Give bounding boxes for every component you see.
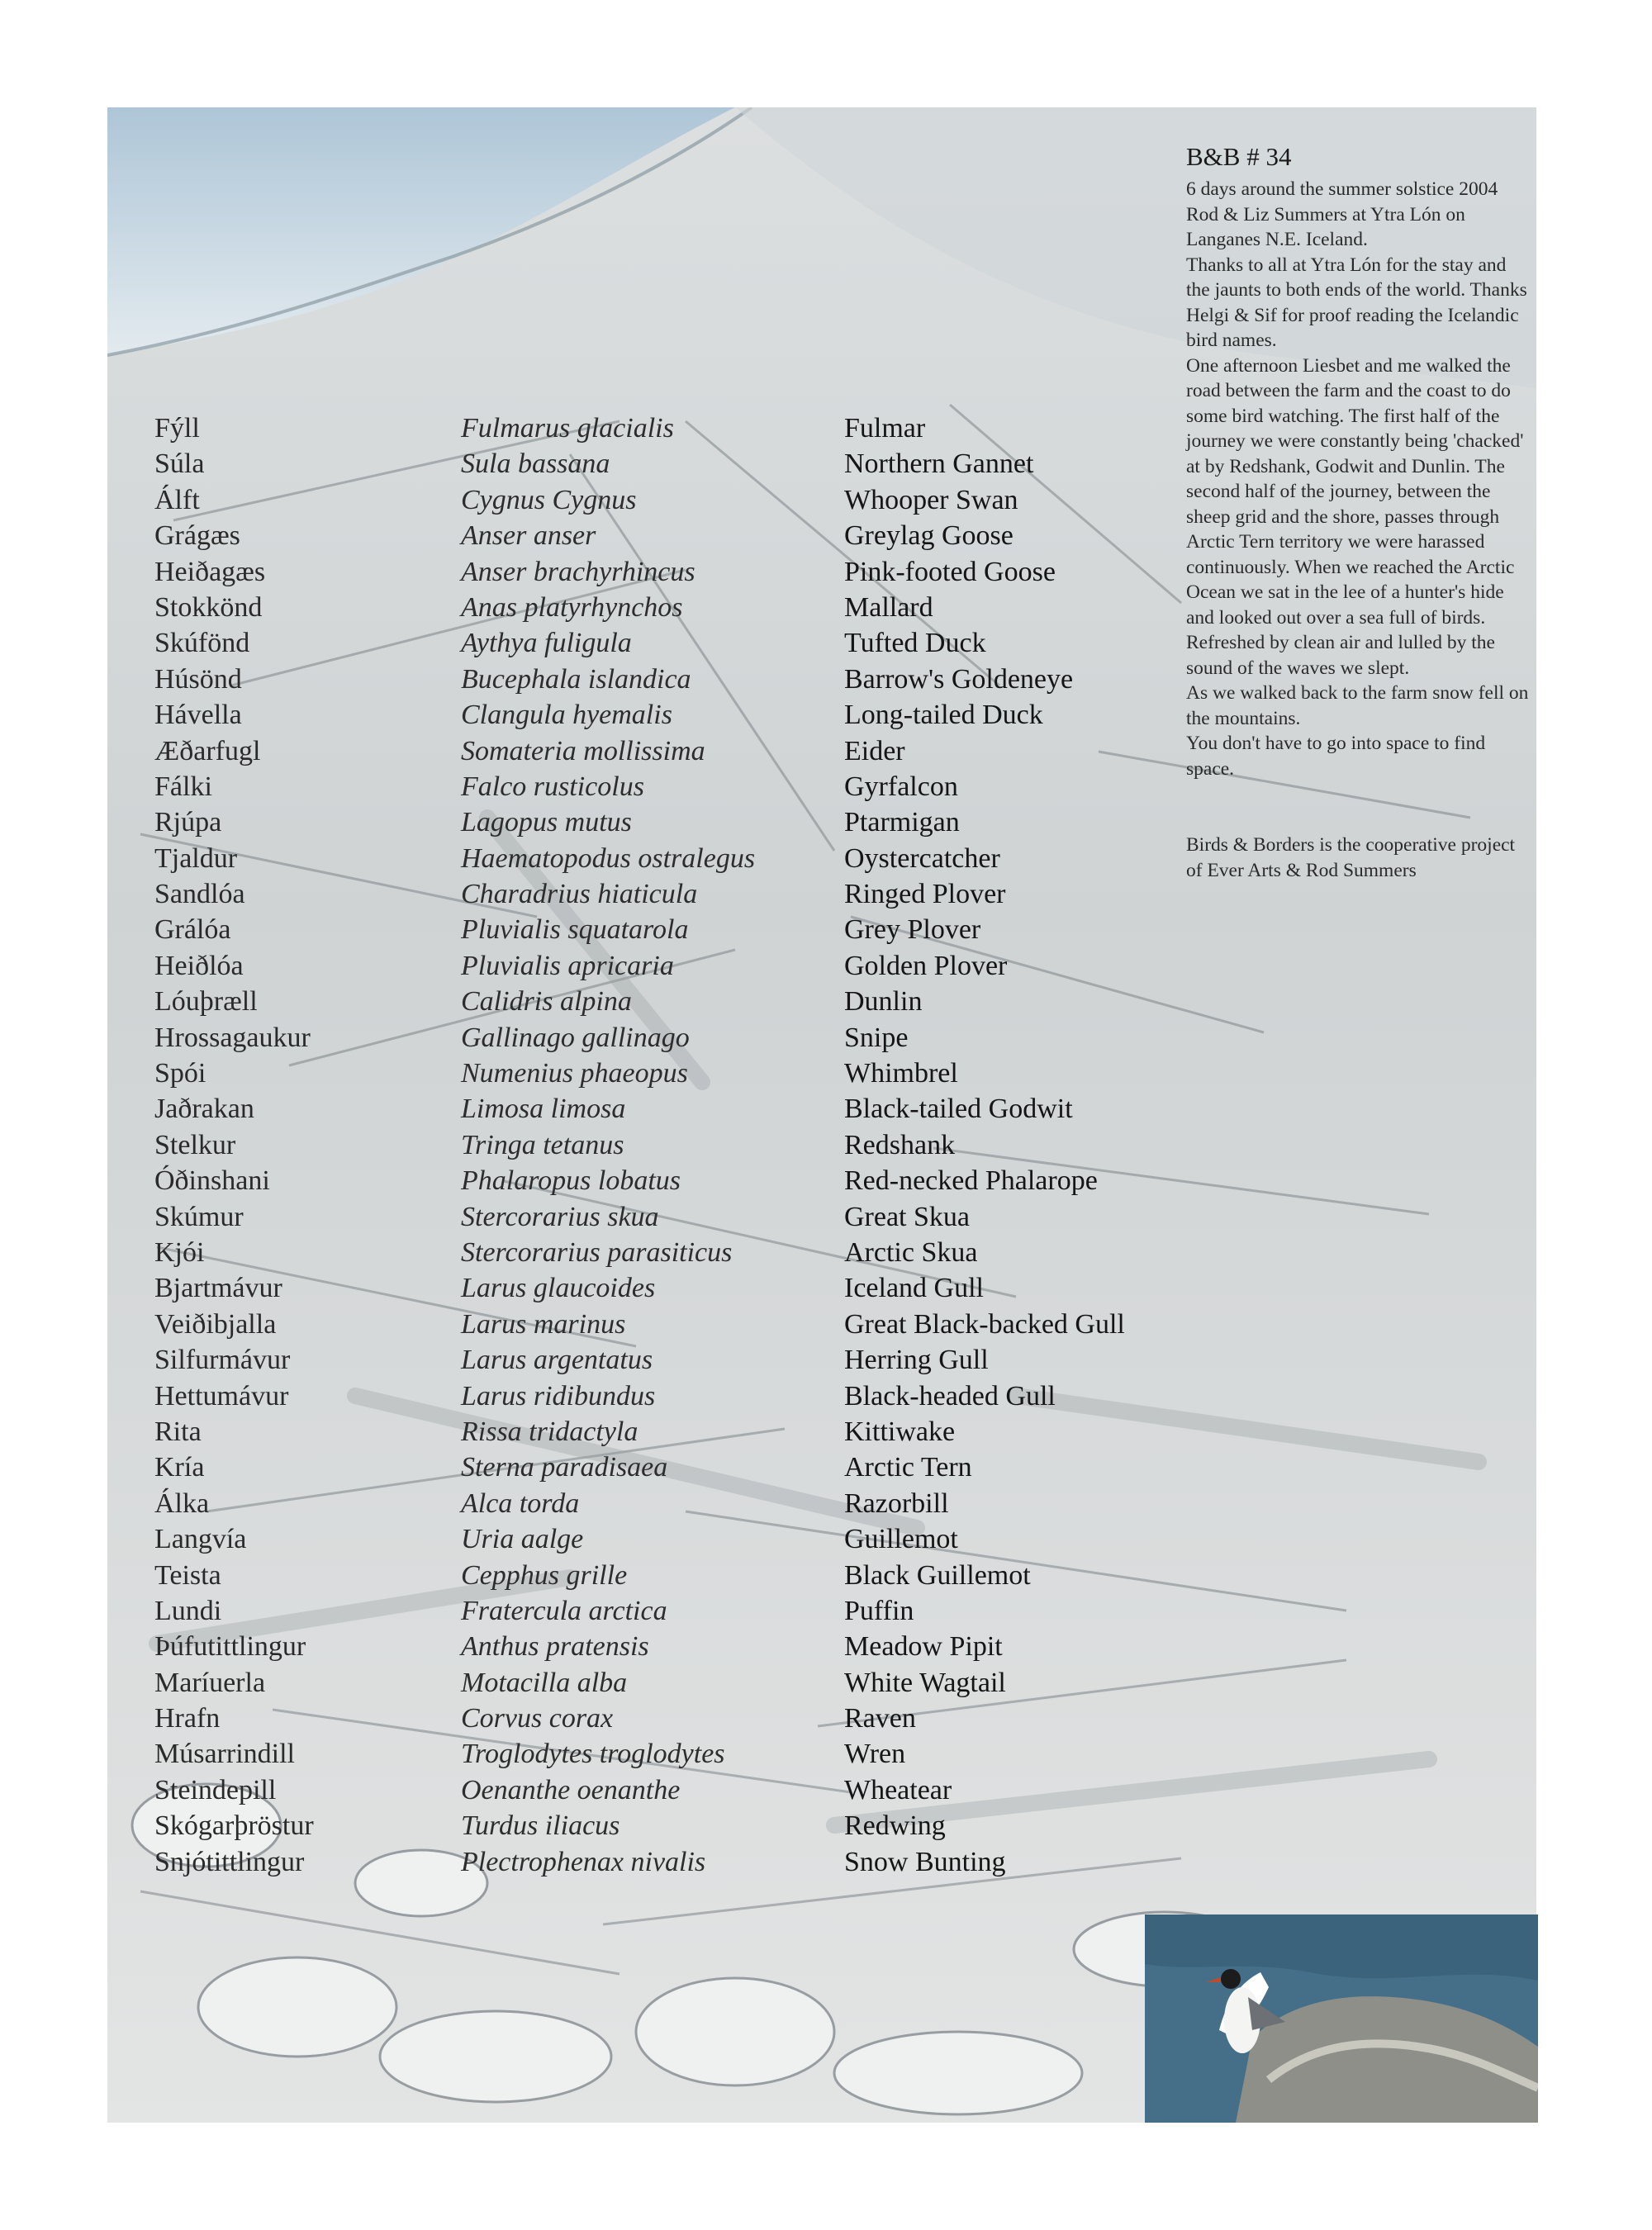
icelandic-name: Músarrindill <box>154 1739 295 1770</box>
english-name: Golden Plover <box>844 950 1008 981</box>
icelandic-name: Teista <box>154 1559 221 1591</box>
icelandic-name: Fálki <box>154 771 212 802</box>
icelandic-name: Bjartmávur <box>154 1273 282 1304</box>
icelandic-name: Æðarfugl <box>154 735 261 766</box>
icelandic-name: Kría <box>154 1452 205 1483</box>
latin-name: Numenius phaeopus <box>461 1058 688 1089</box>
english-name: Wheatear <box>844 1774 952 1805</box>
english-name: Tufted Duck <box>844 628 986 659</box>
english-name: Arctic Tern <box>844 1452 972 1483</box>
notes-heading: B&B # 34 <box>1186 142 1292 171</box>
notes-paragraph: Rod & Liz Summers at Ytra Lón on Langanes N.E. Iceland. <box>1186 203 1465 250</box>
icelandic-name: Rita <box>154 1416 202 1447</box>
english-name: Ptarmigan <box>844 807 960 838</box>
icelandic-name: Spói <box>154 1058 206 1089</box>
english-name: Guillemot <box>844 1524 958 1555</box>
latin-name: Lagopus mutus <box>461 807 632 838</box>
latin-name: Calidris alpina <box>461 986 632 1018</box>
latin-name: Plectrophenax nivalis <box>461 1846 706 1877</box>
latin-name: Phalaropus lobatus <box>461 1165 681 1197</box>
notes-spacer <box>1186 781 1533 833</box>
inset-bird-photo <box>1145 1914 1538 2123</box>
english-name: Ringed Plover <box>844 879 1006 910</box>
icelandic-name: Stokkönd <box>154 591 263 623</box>
latin-name: Uria aalge <box>461 1524 584 1555</box>
latin-name: Larus argentatus <box>461 1345 653 1376</box>
english-name: White Wagtail <box>844 1667 1006 1698</box>
latin-name: Rissa tridactyla <box>461 1416 638 1447</box>
latin-name: Tringa tetanus <box>461 1129 624 1160</box>
icelandic-name: Langvía <box>154 1524 247 1555</box>
english-name: Greylag Goose <box>844 520 1014 552</box>
english-name: Whimbrel <box>844 1058 958 1089</box>
icelandic-name: Maríuerla <box>154 1667 266 1698</box>
notes-paragraph: You don't have to go into space to find space. <box>1186 733 1486 780</box>
icelandic-name: Hávella <box>154 700 242 731</box>
latin-name: Clangula hyemalis <box>461 700 672 731</box>
icelandic-name: Óðinshani <box>154 1165 270 1197</box>
english-name: Redshank <box>844 1129 956 1160</box>
icelandic-name: Skúfönd <box>154 628 250 659</box>
latin-name: Cepphus grille <box>461 1559 628 1591</box>
icelandic-name: Silfurmávur <box>154 1345 291 1376</box>
latin-name: Sterna paradisaea <box>461 1452 668 1483</box>
icelandic-name: Veiðibjalla <box>154 1308 277 1340</box>
latin-name: Cygnus Cygnus <box>461 484 637 515</box>
latin-name: Anthus pratensis <box>461 1631 649 1663</box>
english-name: Snipe <box>844 1022 909 1053</box>
english-name: Iceland Gull <box>844 1273 984 1304</box>
latin-name: Corvus corax <box>461 1703 614 1734</box>
latin-name: Fratercula arctica <box>461 1595 667 1626</box>
latin-name: Charadrius hiaticula <box>461 879 698 910</box>
credit-text: Birds & Borders is the cooperative project of Ever Arts & Rod Summers <box>1186 834 1516 881</box>
english-name: Red-necked Phalarope <box>844 1165 1098 1197</box>
icelandic-names-column <box>154 410 314 1880</box>
icelandic-name: Jaðrakan <box>154 1094 254 1125</box>
english-name: Pink-footed Goose <box>844 556 1056 587</box>
latin-name: Gallinago gallinago <box>461 1022 690 1053</box>
icelandic-name: Hettumávur <box>154 1380 289 1412</box>
icelandic-name: Heiðagæs <box>154 556 266 587</box>
english-name: Black-headed Gull <box>844 1380 1056 1412</box>
notes-paragraph: 6 days around the summer solstice 2004 <box>1186 178 1498 200</box>
english-name: Snow Bunting <box>844 1846 1006 1877</box>
icelandic-name: Sandlóa <box>154 879 245 910</box>
notes-paragraph: One afternoon Liesbet and me walked the road between the farm and the coast to do some bird watching. The first half of the journey we were constantly being 'chacked' at by Redshank, Godwit and Dunlin. The second half of the journey, between the sheep grid and the shore, passes through Arctic Tern territory we were harassed continuously. When we reached the Arctic Ocean we sat in the lee of a hunter's hide and looked out over a sea full of birds. Refreshed by clean air and lulled by the sound of the waves we slept. <box>1186 354 1524 679</box>
icelandic-name: Grágæs <box>154 520 240 552</box>
icelandic-name: Heiðlóa <box>154 950 244 981</box>
latin-name: Anser anser <box>461 520 596 552</box>
english-name: Grey Plover <box>844 914 981 946</box>
notes-paragraph: As we walked back to the farm snow fell on the mountains. <box>1186 682 1529 729</box>
latin-name: Larus marinus <box>461 1308 626 1340</box>
english-name: Gyrfalcon <box>844 771 958 802</box>
english-name: Barrow's Goldeneye <box>844 663 1074 695</box>
notes-block <box>1186 140 1533 883</box>
icelandic-name: Þúfutittlingur <box>154 1631 306 1663</box>
icelandic-name: Hrafn <box>154 1703 221 1734</box>
english-name: Razorbill <box>844 1487 949 1519</box>
english-name: Great Skua <box>844 1201 971 1232</box>
english-name: Wren <box>844 1739 906 1770</box>
latin-name: Stercorarius skua <box>461 1201 659 1232</box>
english-name: Black Guillemot <box>844 1559 1031 1591</box>
latin-name: Haematopodus ostralegus <box>461 842 756 874</box>
notes-paragraph: Thanks to all at Ytra Lón for the stay and the jaunts to both ends of the world. Thanks Helgi & Sif for proof reading the Icelandic bird names. <box>1186 254 1527 351</box>
icelandic-name: Grálóa <box>154 914 231 946</box>
icelandic-name: Álft <box>154 484 200 515</box>
english-name: Kittiwake <box>844 1416 956 1447</box>
latin-name: Fulmarus glacialis <box>461 413 674 444</box>
english-names-column <box>844 410 1125 1880</box>
latin-name: Troglodytes troglodytes <box>461 1739 725 1770</box>
english-name: Oystercatcher <box>844 842 1000 874</box>
latin-name: Anas platyrhynchos <box>461 591 683 623</box>
icelandic-name: Steindepill <box>154 1774 277 1805</box>
icelandic-name: Skógarþröstur <box>154 1810 314 1842</box>
latin-names-column <box>461 410 755 1880</box>
icelandic-name: Súla <box>154 448 205 480</box>
english-name: Eider <box>844 735 905 766</box>
icelandic-name: Álka <box>154 1487 210 1519</box>
english-name: Raven <box>844 1703 916 1734</box>
latin-name: Pluvialis apricaria <box>461 950 674 981</box>
latin-name: Pluvialis squatarola <box>461 914 689 946</box>
english-name: Black-tailed Godwit <box>844 1094 1073 1125</box>
icelandic-name: Tjaldur <box>154 842 238 874</box>
english-name: Northern Gannet <box>844 448 1034 480</box>
icelandic-name: Kjói <box>154 1236 205 1268</box>
icelandic-name: Húsönd <box>154 663 242 695</box>
icelandic-name: Rjúpa <box>154 807 222 838</box>
icelandic-name: Stelkur <box>154 1129 236 1160</box>
icelandic-name: Lóuþræll <box>154 986 258 1018</box>
icelandic-name: Hrossagaukur <box>154 1022 311 1053</box>
english-name: Herring Gull <box>844 1345 989 1376</box>
latin-name: Anser brachyrhincus <box>461 556 695 587</box>
latin-name: Stercorarius parasiticus <box>461 1236 733 1268</box>
icelandic-name: Lundi <box>154 1595 222 1626</box>
latin-name: Larus ridibundus <box>461 1380 656 1412</box>
english-name: Meadow Pipit <box>844 1631 1003 1663</box>
english-name: Long-tailed Duck <box>844 700 1043 731</box>
latin-name: Sula bassana <box>461 448 610 480</box>
english-name: Mallard <box>844 591 933 623</box>
latin-name: Aythya fuligula <box>461 628 632 659</box>
english-name: Puffin <box>844 1595 914 1626</box>
latin-name: Falco rusticolus <box>461 771 644 802</box>
latin-name: Turdus iliacus <box>461 1810 620 1842</box>
latin-name: Larus glaucoides <box>461 1273 656 1304</box>
latin-name: Bucephala islandica <box>461 663 691 695</box>
english-name: Arctic Skua <box>844 1236 978 1268</box>
english-name: Dunlin <box>844 986 923 1018</box>
english-name: Redwing <box>844 1810 946 1842</box>
english-name: Fulmar <box>844 413 926 444</box>
english-name: Great Black-backed Gull <box>844 1308 1125 1340</box>
icelandic-name: Snjótittlingur <box>154 1846 305 1877</box>
latin-name: Oenanthe oenanthe <box>461 1774 681 1805</box>
latin-name: Motacilla alba <box>461 1667 628 1698</box>
latin-name: Alca torda <box>461 1487 580 1519</box>
latin-name: Limosa limosa <box>461 1094 626 1125</box>
english-name: Whooper Swan <box>844 484 1018 515</box>
latin-name: Somateria mollissima <box>461 735 705 766</box>
icelandic-name: Fýll <box>154 413 200 444</box>
icelandic-name: Skúmur <box>154 1201 244 1232</box>
